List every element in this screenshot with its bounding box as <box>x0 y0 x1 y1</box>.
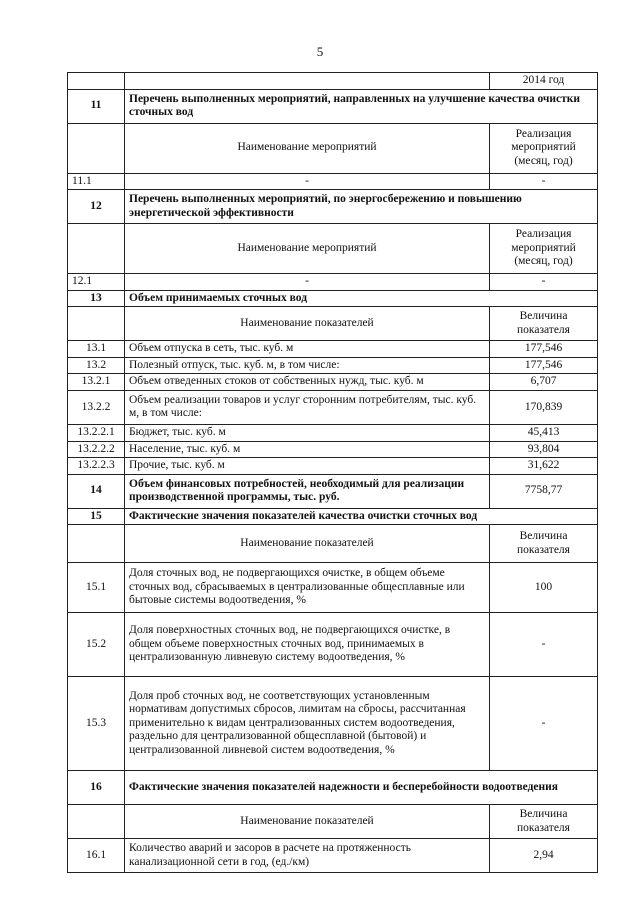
section-number: 11 <box>68 89 125 123</box>
row-number: 13.1 <box>68 341 125 358</box>
empty-cell <box>68 123 125 173</box>
column-header-name: Наименование мероприятий <box>125 224 490 274</box>
row-number: 13.2.1 <box>68 374 125 391</box>
section-number: 16 <box>68 771 125 805</box>
row-value: - <box>490 677 598 771</box>
column-header-value: Реализация мероприятий (месяц, год) <box>490 123 598 173</box>
production-program-table <box>67 72 598 873</box>
row-name: Объем реализации товаров и услуг сторонним потребителям, тыс. куб. м, в том числе: <box>125 390 490 424</box>
column-header-value: Реализация мероприятий (месяц, год) <box>490 224 598 274</box>
section-number: 15 <box>68 508 125 525</box>
table-row <box>68 563 598 613</box>
column-header-row <box>68 224 598 274</box>
column-header-name: Наименование показателей <box>125 525 490 563</box>
row-name: Объем отпуска в сеть, тыс. куб. м <box>125 341 490 358</box>
row-value: 31,622 <box>490 458 598 475</box>
row-value: 7758,77 <box>490 474 598 508</box>
row-number: 13.2.2.1 <box>68 424 125 441</box>
row-name: Население, тыс. куб. м <box>125 441 490 458</box>
row-number: 15.3 <box>68 677 125 771</box>
header-empty-cell <box>68 73 125 90</box>
column-header-row <box>68 123 598 173</box>
empty-cell <box>68 525 125 563</box>
row-number: 13.2.2.3 <box>68 458 125 475</box>
column-header-value: Величина показателя <box>490 525 598 563</box>
row-name: - <box>125 173 490 190</box>
row-number: 12.1 <box>68 274 125 291</box>
row-value: - <box>490 274 598 291</box>
row-name: Доля поверхностных сточных вод, не подвергающихся очистке, в общем объеме поверхностных сточных вод, принимаемых в централизованную ливневую систему водоотведения, % <box>125 613 490 677</box>
row-name: Доля сточных вод, не подвергающихся очистке, в общем объеме сточных вод, сбрасываемых в централизованные общесплавные или бытовые системы водоотведения, % <box>125 563 490 613</box>
section-number: 12 <box>68 190 125 224</box>
row-name: Количество аварий и засоров в расчете на протяженность канализационной сети в год, (ед./км) <box>125 839 490 873</box>
row-value: 93,804 <box>490 441 598 458</box>
row-name: Прочие, тыс. куб. м <box>125 458 490 475</box>
row-number: 13.2 <box>68 357 125 374</box>
column-header-row <box>68 307 598 341</box>
column-header-row <box>68 525 598 563</box>
table-row <box>68 839 598 873</box>
row-name: Объем отведенных стоков от собственных нужд, тыс. куб. м <box>125 374 490 391</box>
row-value: 177,546 <box>490 357 598 374</box>
section-title: Фактические значения показателей качества очистки сточных вод <box>125 508 598 525</box>
row-value: - <box>490 173 598 190</box>
empty-cell <box>68 805 125 839</box>
table-row <box>68 357 598 374</box>
empty-cell <box>68 307 125 341</box>
page-number: 5 <box>316 44 324 59</box>
row-number: 13.2.2 <box>68 390 125 424</box>
section-title-row <box>68 290 598 307</box>
year-header-row <box>68 73 598 90</box>
row-name: Полезный отпуск, тыс. куб. м, в том числе: <box>125 357 490 374</box>
section-title: Перечень выполненных мероприятий, направленных на улучшение качества очистки сточных вод <box>125 89 598 123</box>
row-name: Бюджет, тыс. куб. м <box>125 424 490 441</box>
row-number: 15.1 <box>68 563 125 613</box>
year-header: 2014 год <box>490 73 598 90</box>
header-empty-cell <box>125 73 490 90</box>
row-number: 16.1 <box>68 839 125 873</box>
section-title: Объем принимаемых сточных вод <box>125 290 598 307</box>
row-value: 177,546 <box>490 341 598 358</box>
section-title: Объем финансовых потребностей, необходимый для реализации производственной программы, тыс. руб. <box>125 474 490 508</box>
row-number: 15.2 <box>68 613 125 677</box>
section-title-row <box>68 508 598 525</box>
table-row <box>68 424 598 441</box>
section-title: Перечень выполненных мероприятий, по энергосбережению и повышению энергетической эффективности <box>125 190 598 224</box>
row-number: 13.2.2.2 <box>68 441 125 458</box>
row-value: 2,94 <box>490 839 598 873</box>
column-header-name: Наименование показателей <box>125 307 490 341</box>
table-row <box>68 173 598 190</box>
section-title-row <box>68 474 598 508</box>
table-row <box>68 441 598 458</box>
section-number: 14 <box>68 474 125 508</box>
table-row <box>68 390 598 424</box>
table-row <box>68 458 598 475</box>
section-title-row <box>68 771 598 805</box>
row-value: 170,839 <box>490 390 598 424</box>
table-row <box>68 374 598 391</box>
row-name: Доля проб сточных вод, не соответствующих установленным нормативам допустимых сбросов, лимитам на сбросы, рассчитанная применительно к видам централизованных систем водоотведения, раздельно для централизованной общесплавной (бытовой) и централизованной ливневой систем водоотведения, % <box>125 677 490 771</box>
section-title-row <box>68 89 598 123</box>
column-header-row <box>68 805 598 839</box>
section-title-row <box>68 190 598 224</box>
row-value: 45,413 <box>490 424 598 441</box>
row-value: 100 <box>490 563 598 613</box>
column-header-value: Величина показателя <box>490 805 598 839</box>
section-number: 13 <box>68 290 125 307</box>
empty-cell <box>68 224 125 274</box>
table-row <box>68 341 598 358</box>
table-row <box>68 274 598 291</box>
row-value: - <box>490 613 598 677</box>
column-header-name: Наименование мероприятий <box>125 123 490 173</box>
row-value: 6,707 <box>490 374 598 391</box>
row-number: 11.1 <box>68 173 125 190</box>
column-header-value: Величина показателя <box>490 307 598 341</box>
section-title: Фактические значения показателей надежности и бесперебойности водоотведения <box>125 771 598 805</box>
row-name: - <box>125 274 490 291</box>
table-row <box>68 677 598 771</box>
column-header-name: Наименование показателей <box>125 805 490 839</box>
table-row <box>68 613 598 677</box>
